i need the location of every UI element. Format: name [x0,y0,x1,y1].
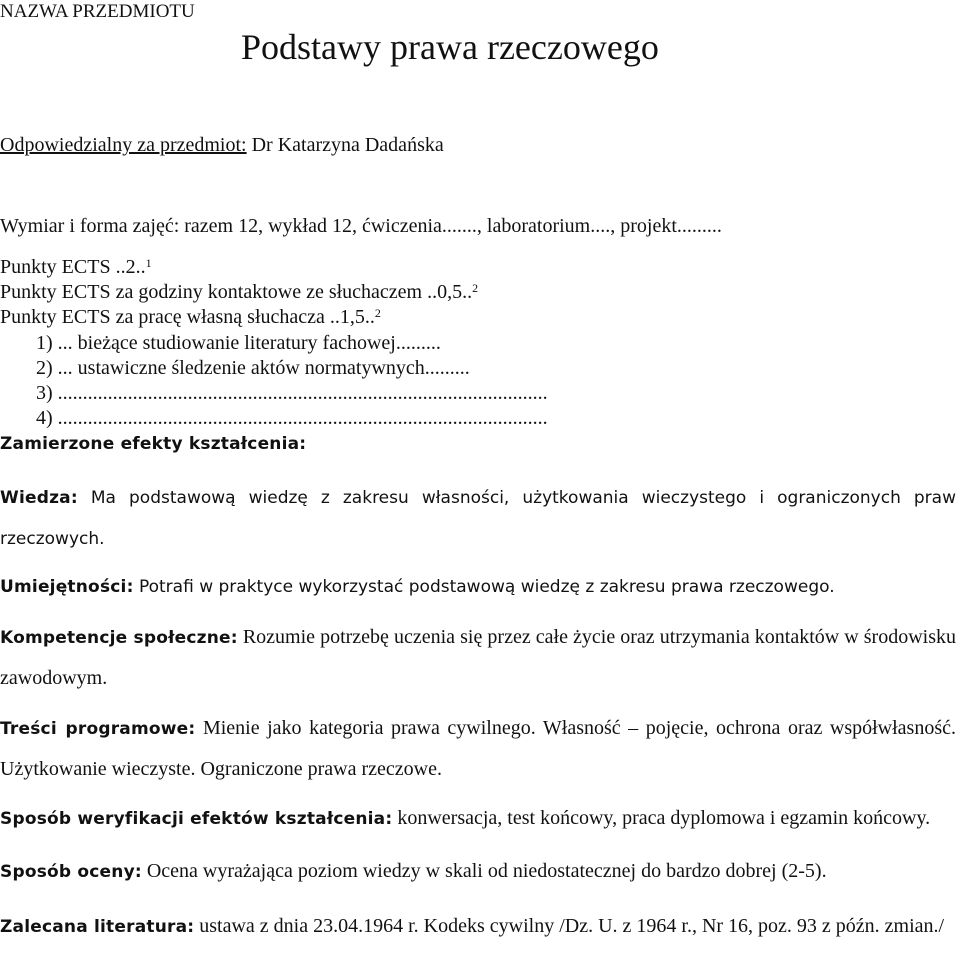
assessment-text: Ocena wyrażająca poziom wiedzy w skali od niedostatecznej do bardzo dobrej (2-5). [141,860,827,882]
ects-self-text: Punkty ECTS za pracę własną słuchacza ..1,5.. [0,306,375,328]
responsible-label: Odpowiedzialny za przedmiot: [0,134,247,156]
subject-label: NAZWA PRZEDMIOTU [0,1,195,22]
outcomes-heading: Zamierzone efekty kształcenia: [0,434,307,454]
workload-line: Wymiar i forma zajęć: razem 12, wykład 12, ćwiczenia......., laboratorium...., projekt......... [0,215,722,237]
ects-total-text: Punkty ECTS ..2.. [0,256,146,278]
footnote-ref: 2 [472,281,479,295]
page-title: Podstawy prawa rzeczowego [241,27,659,67]
footnote-ref: 1 [145,256,152,270]
literature-label: Zalecana literatura: [0,917,195,937]
assessment-label: Sposób oceny: [0,862,142,882]
knowledge-paragraph [0,477,956,559]
activity-item: 3) .................................................................................................. [36,382,548,404]
knowledge-label: Wiedza: [0,488,78,508]
program-paragraph [0,708,956,789]
ects-contact-text: Punkty ECTS za godziny kontaktowe ze słuchaczem ..0,5.. [0,281,473,303]
activity-item: 2) ... ustawiczne śledzenie aktów normatywnych......... [36,357,470,379]
verification-text: konwersacja, test końcowy, praca dyplomowa i egzamin końcowy. [392,807,931,829]
ects-self [0,305,381,329]
skills-label: Umiejętności: [0,577,134,597]
skills-text: Potrafi w praktyce wykorzystać podstawową wiedzę z zakresu prawa rzeczowego. [133,577,835,597]
social-label: Kompetencje społeczne: [0,628,238,648]
activity-item: 1) ... bieżące studiowanie literatury fachowej......... [36,332,441,354]
footnote-ref: 2 [374,306,381,320]
verification-paragraph [0,798,956,839]
activity-item: 4) .................................................................................................. [36,407,548,429]
program-label: Treści programowe: [0,719,196,739]
skills-paragraph [0,566,956,607]
social-paragraph [0,617,956,698]
literature-paragraph [0,906,956,947]
ects-contact [0,280,478,304]
knowledge-text: Ma podstawową wiedzę z zakresu własności, użytkowania wieczystego i ograniczonych praw rzeczowych. [0,488,956,549]
verification-label: Sposób weryfikacji efektów kształcenia: [0,809,393,829]
responsible-line [0,133,444,157]
assessment-paragraph [0,851,956,892]
ects-total [0,255,152,279]
program-text: Mienie jako kategoria prawa cywilnego. Własność – pojęcie, ochrona oraz współwłasność. Użytkowanie wieczyste. Ograniczone prawa rzeczowe. [0,717,956,780]
social-text: Rozumie potrzebę uczenia się przez całe życie oraz utrzymania kontaktów w środowisku zawodowym. [0,626,956,689]
literature-text: ustawa z dnia 23.04.1964 r. Kodeks cywilny /Dz. U. z 1964 r., Nr 16, poz. 93 z późn. zmian./ [194,915,945,937]
responsible-value: Dr Katarzyna Dadańska [246,134,444,156]
